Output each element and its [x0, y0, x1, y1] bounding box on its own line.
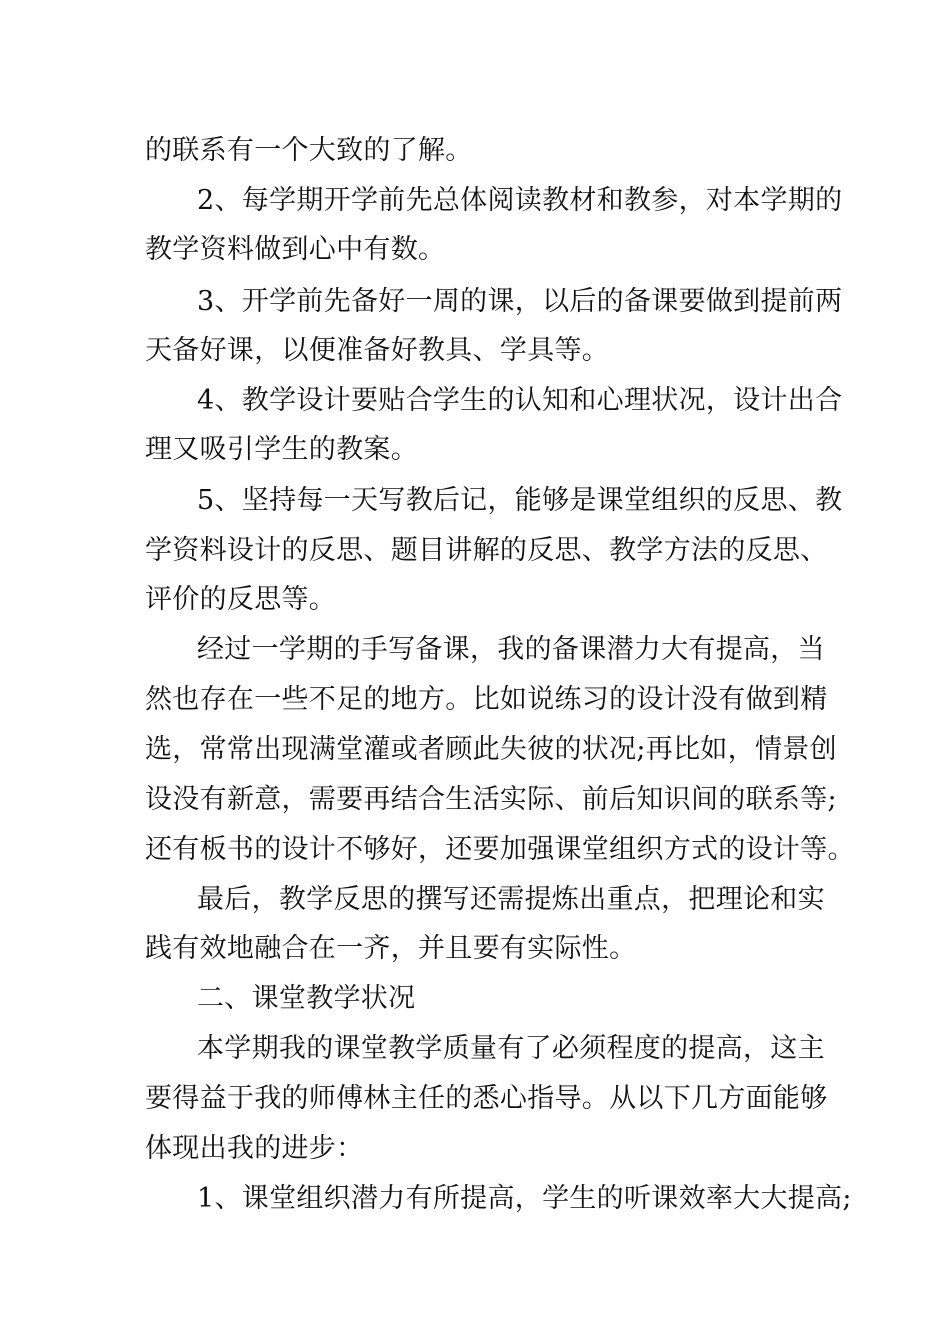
text-line: 教学资料做到心中有数。 — [145, 234, 446, 265]
text-line: 理又吸引学生的教案。 — [145, 434, 418, 465]
text-line: 本学期我的课堂教学质量有了必须程度的提高，这主 — [197, 1033, 825, 1064]
text-line: 3、开学前先备好一周的课，以后的备课要做到提前两 — [197, 286, 843, 317]
text-line: 5、坚持每一天写教后记，能够是课堂组织的反思、教 — [197, 485, 843, 516]
text-line: 然也存在一些不足的地方。比如说练习的设计没有做到精 — [145, 684, 828, 715]
section-heading: 二、课堂教学状况 — [197, 983, 416, 1014]
text-line: 天备好课，以便准备好教具、学具等。 — [145, 335, 610, 366]
text-line: 的联系有一个大致的了解。 — [145, 135, 473, 166]
text-line: 4、教学设计要贴合学生的认知和心理状况，设计出合 — [197, 385, 843, 416]
text-line: 体现出我的进步： — [145, 1133, 364, 1164]
text-line: 最后，教学反思的撰写还需提炼出重点，把理论和实 — [197, 884, 825, 915]
text-line: 要得益于我的师傅林主任的悉心指导。从以下几方面能够 — [145, 1083, 828, 1114]
text-line: 还有板书的设计不够好，还要加强课堂组织方式的设计等。 — [145, 834, 855, 865]
text-line: 设没有新意，需要再结合生活实际、前后知识间的联系等; — [145, 784, 837, 815]
text-line: 1、课堂组织潜力有所提高，学生的听课效率大大提高; — [197, 1183, 852, 1214]
text-line: 学资料设计的反思、题目讲解的反思、教学方法的反思、 — [145, 535, 828, 566]
text-line: 2、每学期开学前先总体阅读教材和教参，对本学期的 — [197, 185, 843, 216]
text-line: 践有效地融合在一齐，并且要有实际性。 — [145, 933, 637, 964]
text-line: 评价的反思等。 — [145, 584, 337, 615]
text-line: 经过一学期的手写备课，我的备课潜力大有提高，当 — [197, 634, 825, 665]
text-line: 选，常常出现满堂灌或者顾此失彼的状况;再比如，情景创 — [145, 734, 837, 765]
